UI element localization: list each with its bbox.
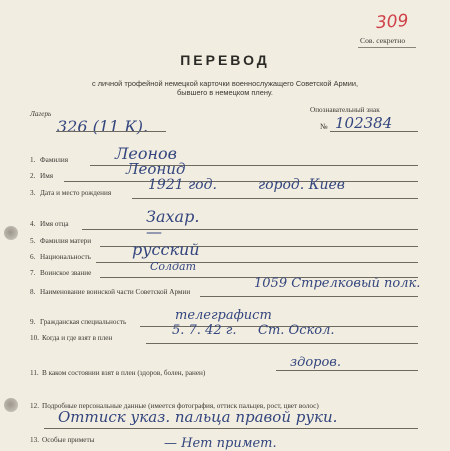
field-10-label: Когда и где взят в плен <box>42 334 113 342</box>
field-8-value: 1059 Стрелковый полк. <box>254 276 421 291</box>
field-5-label: Фамилия матери <box>40 237 92 245</box>
field-11-line <box>276 370 418 371</box>
camp-underline <box>56 131 166 132</box>
field-3-value-place: город. Киев <box>258 177 345 193</box>
camp-value: 326 (11 К). <box>57 117 149 136</box>
field-3-number: 3. <box>30 189 36 197</box>
tag-label: Опознавательный знак <box>310 106 380 114</box>
field-5-number: 5. <box>30 237 36 245</box>
field-4-label: Имя отца <box>40 220 69 228</box>
field-6-number: 6. <box>30 253 36 261</box>
stamp-number: 309 <box>375 10 410 34</box>
field-5-value: — <box>146 222 162 241</box>
punch-hole-top <box>4 226 18 240</box>
field-10-value-place: Ст. Оскол. <box>258 323 335 338</box>
field-13-value: — Нет примет. <box>164 436 277 451</box>
camp-label: Лагерь <box>30 110 52 118</box>
field-7-number: 7. <box>30 269 36 277</box>
field-8-label: Наименование воинской части Советской Армии <box>40 288 191 296</box>
field-3-label: Дата и место рождения <box>40 189 112 197</box>
field-12-label: Подробные персональные данные (имеется фотография, оттиск пальцев, рост, цвет волос) <box>42 402 319 410</box>
field-2-line <box>64 181 418 182</box>
subtitle-line-1: с личной трофейной немецкой карточки военнослужащего Советской Армии, <box>91 79 359 88</box>
field-3-value-date: 1921 год. <box>148 177 217 193</box>
field-10-number: 10. <box>30 334 39 342</box>
field-12-number: 12. <box>30 402 39 410</box>
field-8-number: 8. <box>30 288 36 296</box>
field-10-line <box>146 343 418 344</box>
field-4-value: Захар. <box>146 207 200 226</box>
field-6-value: русский <box>132 240 200 259</box>
field-1-value: Леонов <box>115 144 177 163</box>
field-2-number: 2. <box>30 172 36 180</box>
field-12-value: Оттиск указ. пальца правой руки. <box>58 408 338 426</box>
tag-prefix: № <box>320 122 328 131</box>
field-4-number: 4. <box>30 220 36 228</box>
field-13-number: 13. <box>30 436 39 444</box>
tag-value: 102384 <box>335 114 393 132</box>
field-7-label: Воинское звание <box>40 269 92 277</box>
subtitle-line-2: бывшего в немецком плену. <box>177 88 273 97</box>
field-1-number: 1. <box>30 156 36 164</box>
field-13-label: Особые приметы <box>42 436 95 444</box>
field-6-line <box>96 262 418 263</box>
field-4-line <box>82 229 418 230</box>
secrecy-underline <box>358 47 416 48</box>
secrecy-label: Сов. секретно <box>360 36 406 45</box>
field-10-value-date: 5. 7. 42 г. <box>172 323 237 338</box>
field-9-value: телеграфист <box>175 308 272 323</box>
field-9-number: 9. <box>30 318 36 326</box>
field-7-value: Солдат <box>150 260 197 273</box>
field-2-label: Имя <box>40 172 54 180</box>
field-1-label: Фамилия <box>40 156 69 164</box>
field-3-line <box>132 198 418 199</box>
tag-underline <box>330 131 418 132</box>
field-11-value: здоров. <box>290 355 342 370</box>
document-title: ПЕРЕВОД <box>180 52 270 68</box>
field-8-line <box>200 296 418 297</box>
field-11-number: 11. <box>30 369 39 377</box>
field-9-label: Гражданская специальность <box>40 318 127 326</box>
punch-hole-bottom <box>4 398 18 412</box>
field-6-label: Национальность <box>40 253 91 261</box>
field-2-value: Леонид <box>126 160 186 178</box>
field-12-line <box>44 428 418 429</box>
field-11-label: В каком состоянии взят в плен (здоров, болен, ранен) <box>42 369 206 377</box>
